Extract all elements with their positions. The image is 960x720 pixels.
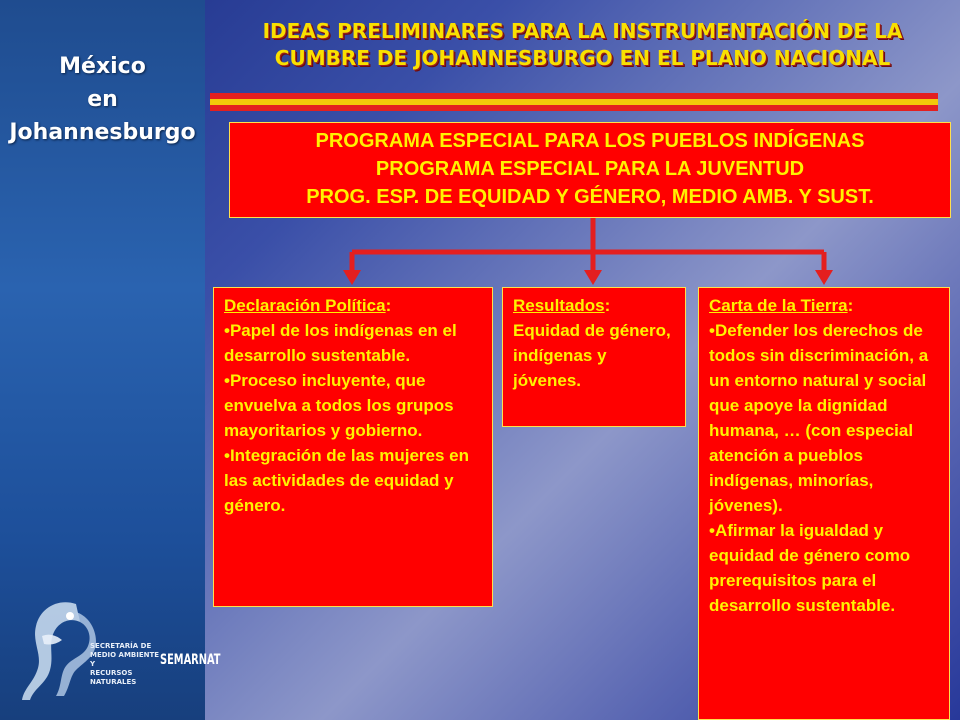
arrow-right-icon: [815, 270, 833, 285]
carta-item-text: Defender los derechos de todos sin discriminación, a un entorno natural y social que apoye la dignidad humana, … (con especial atención a pueblos indígenas, minorías, jóvenes).: [709, 321, 929, 515]
resultados-heading: [513, 293, 675, 318]
declaracion-item-text: Integración de las mujeres en las actividades de equidad y género.: [224, 446, 469, 515]
declaracion-colon: :: [385, 296, 392, 315]
program-line-gender: PROG. ESP. DE EQUIDAD Y GÉNERO, MEDIO AMB. Y SUST.: [306, 186, 874, 208]
logo-org-line3: RECURSOS NATURALES: [90, 669, 137, 686]
resultados-body: Equidad de género, indígenas y jóvenes.: [513, 321, 671, 390]
declaracion-item: [224, 443, 482, 518]
declaracion-title: Declaración Política: [224, 296, 386, 315]
carta-title: Carta de la Tierra: [709, 296, 848, 315]
declaracion-list: [224, 318, 482, 518]
carta-colon: :: [847, 296, 854, 315]
program-line-youth: PROGRAMA ESPECIAL PARA LA JUVENTUD: [375, 158, 805, 180]
program-line-indigenous: PROGRAMA ESPECIAL PARA LOS PUEBLOS INDÍGENAS: [315, 130, 865, 152]
resultados-colon: :: [604, 296, 611, 315]
resultados-box: [502, 287, 686, 427]
slide-title-line1: IDEAS PRELIMINARES PARA LA INSTRUMENTACIÓN DE LA: [262, 19, 903, 43]
sidebar-title-line2: en Johannesburgo: [9, 87, 196, 145]
carta-heading: [709, 293, 939, 318]
declaracion-item: [224, 318, 482, 368]
arrow-mid-icon: [584, 270, 602, 285]
slide-title-line2: CUMBRE DE JOHANNESBURGO EN EL PLANO NACIONAL: [274, 46, 891, 70]
declaracion-politica-box: [213, 287, 493, 607]
sidebar-title-line1: México: [59, 54, 146, 79]
logo-org-line2: MEDIO AMBIENTE Y: [90, 651, 160, 668]
logo-brand: SEMARNAT: [160, 652, 221, 668]
carta-item: [709, 318, 939, 518]
carta-list: [709, 318, 939, 618]
declaracion-item-text: Proceso incluyente, que envuelva a todos los grupos mayoritarios y gobierno.: [224, 371, 454, 440]
declaracion-item-text: Papel de los indígenas en el desarrollo sustentable.: [224, 321, 457, 365]
carta-item: [709, 518, 939, 618]
declaracion-heading: [224, 293, 482, 318]
carta-tierra-box: [698, 287, 950, 720]
carta-item-text: Afirmar la igualdad y equidad de género como prerequisitos para el desarrollo sustentable.: [709, 521, 911, 615]
logo-org-line1: SECRETARÍA DE: [90, 642, 152, 650]
declaracion-item: [224, 368, 482, 443]
arrow-left-icon: [343, 270, 361, 285]
resultados-title: Resultados: [513, 296, 605, 315]
